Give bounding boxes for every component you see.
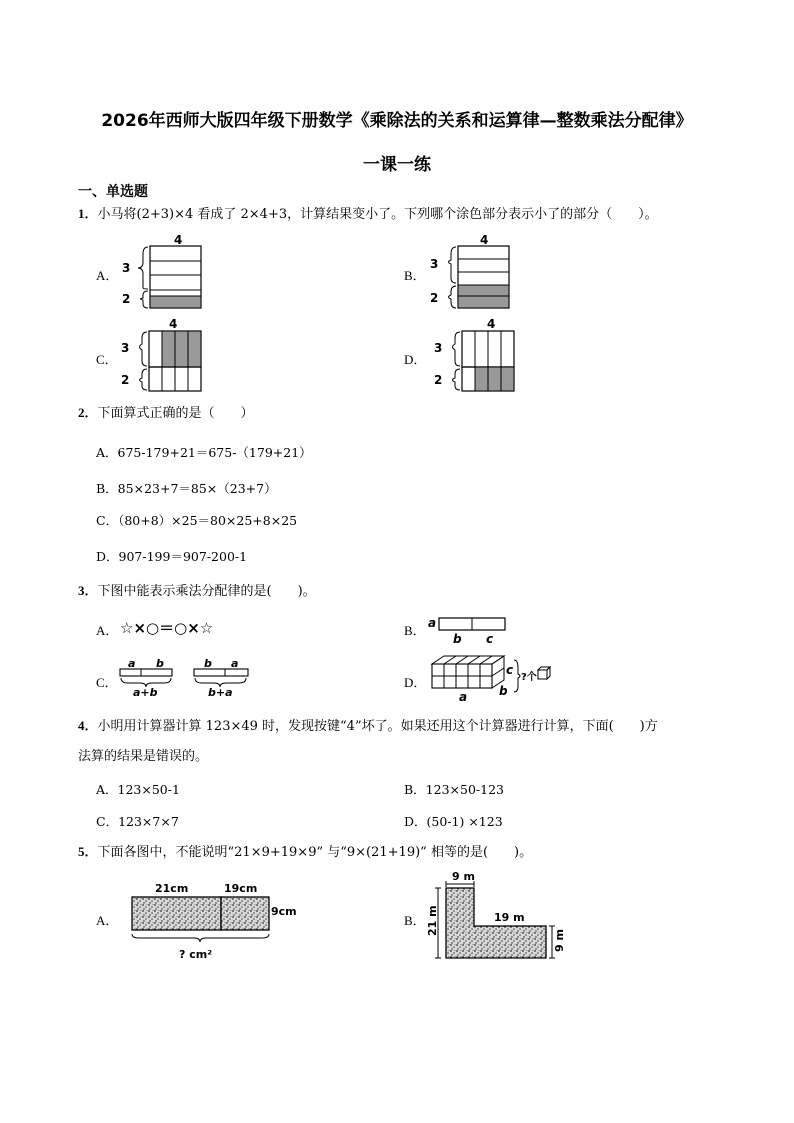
question-text: 下面算式正确的是（ ） — [97, 406, 254, 421]
svg-text:9cm: 9cm — [271, 905, 297, 918]
question-number: 5． — [78, 844, 98, 859]
svg-text:19cm: 19cm — [224, 882, 258, 895]
question-text-line1: 小明用计算器计算 123×49 时，发现按键“4”坏了。如果还用这个计算器进行计算，下面( )方 — [97, 719, 658, 734]
svg-text:b: b — [204, 657, 212, 670]
question-4 — [78, 713, 658, 740]
svg-text:a: a — [428, 616, 437, 630]
q1-figure-c — [116, 316, 211, 396]
svg-text:? cm²: ? cm² — [179, 948, 213, 961]
svg-text:c: c — [486, 632, 494, 646]
q3-option-a-formula: ☆×○＝○×☆ — [120, 619, 214, 637]
question-text: 下面各图中，不能说明“21×9+19×9” 与“9×(21+19)” 相等的是( )。 — [97, 845, 533, 860]
q2-option-b[interactable]: B．85×23+7＝85×（23+7） — [96, 481, 277, 496]
svg-text:?个: ?个 — [521, 672, 537, 683]
svg-text:3: 3 — [122, 261, 131, 275]
q1-figure-b — [424, 232, 514, 312]
svg-text:b: b — [156, 657, 164, 670]
svg-text:4: 4 — [169, 317, 178, 331]
svg-text:4: 4 — [480, 233, 489, 247]
svg-text:9 m: 9 m — [553, 929, 566, 952]
question-text: 下图中能表示乘法分配律的是( )。 — [97, 584, 316, 599]
document-subtitle: 一课一练 — [363, 155, 431, 175]
q3-option-b-label[interactable]: B． — [404, 623, 426, 638]
svg-text:2: 2 — [122, 292, 131, 306]
svg-text:b: b — [499, 684, 508, 698]
question-number: 1． — [78, 206, 98, 221]
svg-text:a: a — [231, 657, 239, 670]
svg-text:3: 3 — [434, 341, 443, 355]
svg-text:a: a — [459, 690, 468, 704]
q3-option-d-label[interactable]: D． — [404, 675, 427, 690]
q1-figure-d — [424, 316, 519, 396]
question-number: 4． — [78, 718, 98, 733]
svg-text:19 m: 19 m — [494, 911, 525, 924]
svg-text:2: 2 — [121, 373, 130, 387]
q2-option-c[interactable]: C．（80+8）×25＝80×25+8×25 — [96, 513, 298, 528]
svg-text:a: a — [128, 657, 136, 670]
q4-option-c[interactable]: C．123×7×7 — [96, 814, 179, 829]
question-number: 2． — [78, 405, 98, 420]
question-4-continued — [78, 744, 208, 770]
option-a-label[interactable]: A． — [96, 268, 119, 283]
option-d-label[interactable]: D． — [404, 352, 427, 367]
question-5 — [78, 839, 532, 866]
q1-figure-a — [116, 232, 206, 312]
svg-text:2: 2 — [430, 291, 439, 305]
q5-figure-a — [124, 880, 304, 962]
q2-option-a[interactable]: A．675-179+21＝675-（179+21） — [96, 445, 312, 460]
q3-option-a-label[interactable]: A． — [96, 623, 119, 638]
q4-option-a[interactable]: A．123×50-1 — [96, 782, 180, 797]
question-number: 3． — [78, 583, 98, 598]
svg-text:b+a: b+a — [208, 686, 233, 698]
q3-figure-b — [426, 612, 511, 647]
q4-option-d[interactable]: D．(50-1) ×123 — [404, 814, 503, 829]
question-3 — [78, 578, 316, 605]
q5-option-a-label[interactable]: A． — [96, 913, 119, 928]
svg-text:2: 2 — [434, 373, 443, 387]
q5-option-b-label[interactable]: B． — [404, 913, 426, 928]
q5-figure-b — [426, 866, 566, 964]
q3-option-c-label[interactable]: C． — [96, 675, 118, 690]
svg-text:b: b — [453, 632, 462, 646]
svg-text:4: 4 — [487, 317, 496, 331]
svg-text:21cm: 21cm — [155, 882, 189, 895]
question-2 — [78, 400, 254, 427]
option-c-label[interactable]: C． — [96, 352, 118, 367]
section-heading: 一、单选题 — [78, 184, 148, 200]
svg-text:4: 4 — [174, 233, 183, 247]
document-title: 2026年西师大版四年级下册数学《乘除法的关系和运算律—整数乘法分配律》 — [101, 111, 693, 131]
svg-text:3: 3 — [430, 257, 439, 271]
question-1 — [78, 201, 658, 228]
q3-figure-c — [118, 656, 253, 698]
q4-option-b[interactable]: B．123×50-123 — [404, 782, 505, 797]
svg-text:c: c — [506, 663, 514, 677]
q3-figure-d — [426, 652, 556, 704]
question-text-line2: 法算的结果是错误的。 — [78, 749, 209, 764]
svg-text:21 m: 21 m — [426, 905, 439, 936]
svg-text:3: 3 — [121, 341, 130, 355]
svg-text:a+b: a+b — [133, 686, 158, 698]
option-b-label[interactable]: B． — [404, 268, 426, 283]
svg-text:9 m: 9 m — [452, 870, 475, 883]
question-text: 小马将(2+3)×4 看成了 2×4+3，计算结果变小了。下列哪个涂色部分表示小了的部分（ ）。 — [97, 207, 658, 222]
q2-option-d[interactable]: D．907-199＝907-200-1 — [96, 549, 248, 564]
